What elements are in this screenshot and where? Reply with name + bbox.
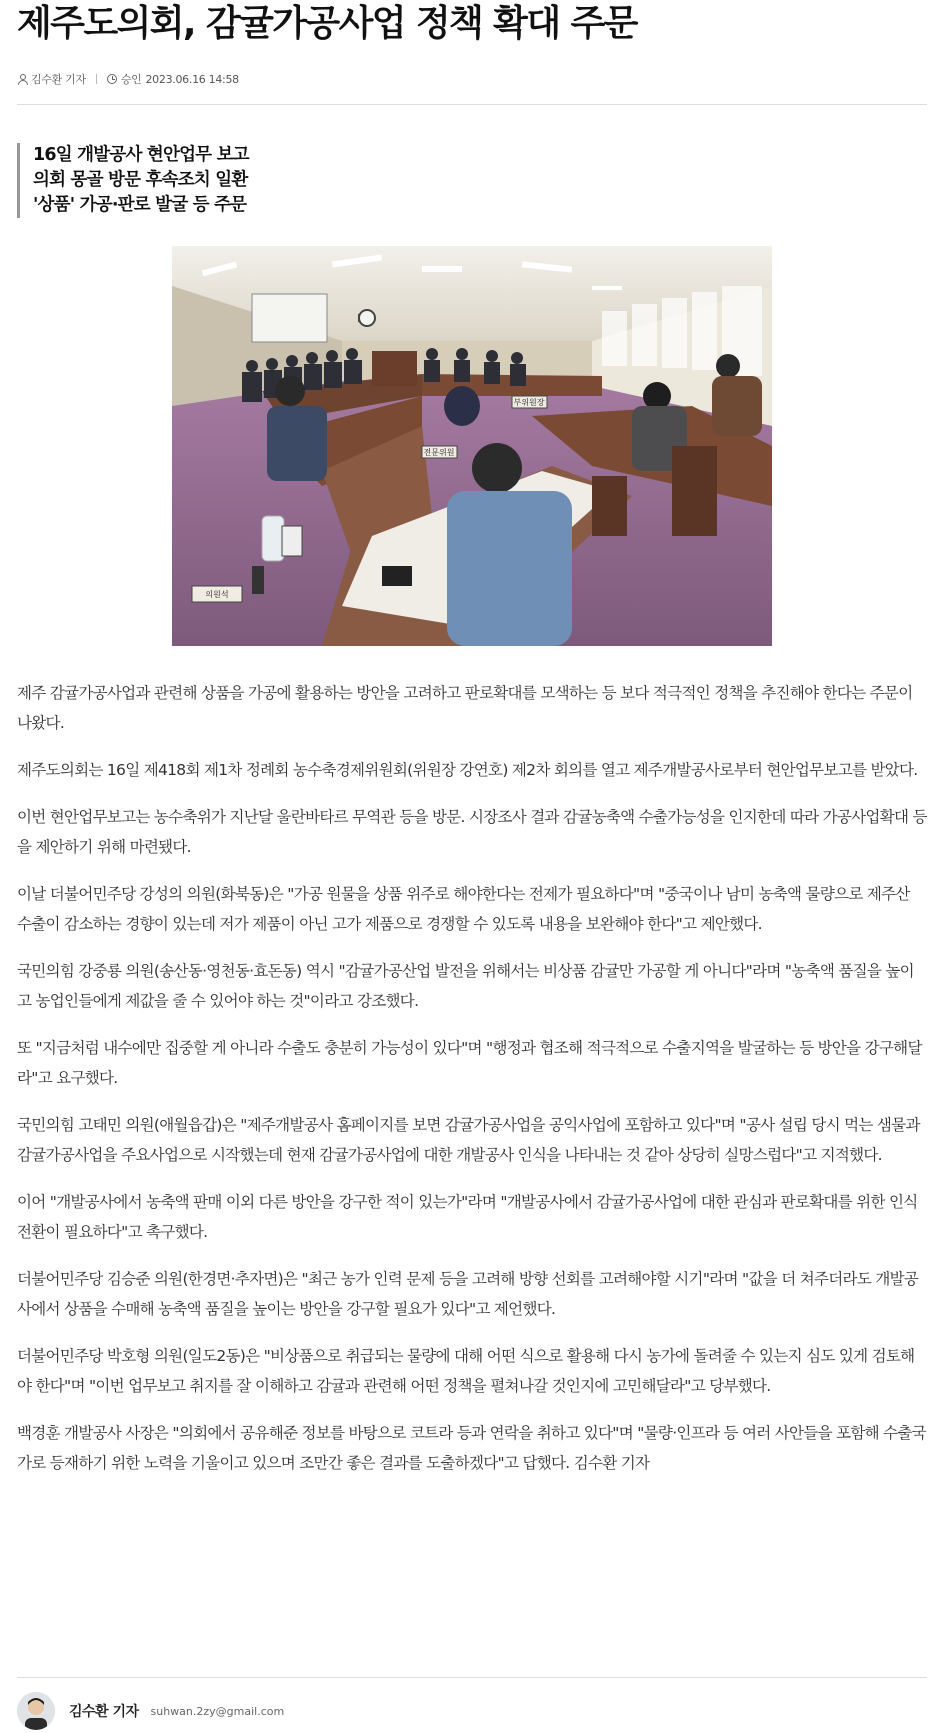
author-email[interactable]: suhwan.2zy@gmail.com — [150, 1704, 285, 1718]
avatar[interactable] — [17, 1692, 55, 1730]
person-icon — [17, 74, 27, 84]
byline-divider — [96, 74, 97, 84]
approved-label: 승인 — [120, 73, 142, 86]
summary-line: 의회 몽골 방문 후속조치 일환 — [33, 170, 248, 190]
header-divider — [17, 104, 927, 105]
body-paragraph: 백경훈 개발공사 사장은 "의회에서 공유해준 정보를 바탕으로 코트라 등과 연락을 취하고 있다"며 "물량·인프라 등 여러 사안들을 포함해 수출국가로 등재하기 위한 노력을 기울이고 있으며 조만간 좋은 결과를 도출하겠다"고 답했다. 김수환 기자 — [17, 1424, 926, 1472]
approved-time: 2023.06.16 14:58 — [145, 72, 239, 86]
nameplate-text: 의원석 — [205, 590, 229, 599]
article-body — [17, 678, 927, 1478]
author-name[interactable]: 김수환 기자 — [69, 1704, 139, 1720]
summary-line: '상품' 가공·판로 발굴 등 주문 — [33, 195, 247, 215]
article-title: 제주도의회, 감귤가공사업 정책 확대 주문 — [17, 3, 637, 44]
body-paragraph: 이번 현안업무보고는 농수축위가 지난달 울란바타르 무역관 등을 방문. 시장조사 결과 감귤농축액 수출가능성을 인지한데 따라 가공사업확대 등을 제안하기 위해 마련됐다. — [17, 808, 927, 856]
reporter-avatar-icon — [17, 1692, 55, 1730]
clock-icon — [107, 74, 117, 84]
body-paragraph: 이어 "개발공사에서 농축액 판매 이외 다른 방안을 강구한 적이 있는가"라며 "개발공사에서 감귤가공사업에 대한 관심과 판로확대를 위한 인식전환이 필요하다"고 촉구했다. — [17, 1193, 918, 1241]
body-paragraph: 제주 감귤가공사업과 관련해 상품을 가공에 활용하는 방안을 고려하고 판로확대를 모색하는 등 보다 적극적인 정책을 추진해야 한다는 주문이 나왔다. — [17, 684, 913, 732]
body-paragraph: 국민의힘 강중룡 의원(송산동·영천동·효돈동) 역시 "감귤가공산업 발전을 위해서는 비상품 감귤만 가공할 게 아니다"라며 "농축액 품질을 높이고 농업인들에게 제값을 줄 수 있어야 하는 것"이라고 강조했다. — [17, 962, 914, 1010]
meeting-photo[interactable] — [172, 246, 772, 646]
author-divider — [17, 1677, 927, 1678]
body-paragraph: 국민의힘 고태민 의원(애월읍갑)은 "제주개발공사 홈페이지를 보면 감귤가공사업을 공익사업에 포함하고 있다"며 "공사 설립 당시 먹는 샘물과 감귤가공사업을 주요사업으로 시작했는데 현재 감귤가공사업에 대한 개발공사 인식을 나타내는 것 같아 상당히 실망스럽다"고 지적했다. — [17, 1116, 920, 1164]
body-paragraph: 이날 더불어민주당 강성의 의원(화북동)은 "가공 원물을 상품 위주로 해야한다는 전제가 필요하다"며 "중국이나 남미 농축액 물량으로 제주산 수출이 감소하는 경향이 있는데 저가 제품이 아닌 고가 제품으로 경쟁할 수 있도록 내용을 보완해야 한다"고 제안했다. — [17, 885, 910, 933]
body-paragraph: 더불어민주당 김승준 의원(한경면·추자면)은 "최근 농가 인력 문제 등을 고려해 방향 선회를 고려해야할 시기"라며 "값을 더 쳐주더라도 개발공사에서 상품을 수매해 농축액 품질을 높이는 방안을 강구할 필요가 있다"고 제언했다. — [17, 1270, 919, 1318]
body-paragraph: 더불어민주당 박호형 의원(일도2동)은 "비상품으로 취급되는 물량에 대해 어떤 식으로 활용해 다시 농가에 돌려줄 수 있는지 심도 있게 검토해야 한다"며 "이번 업무보고 취지를 잘 이해하고 감귤과 관련해 어떤 정책을 펼쳐나갈 것인지에 고민해달라"고 당부했다. — [17, 1347, 915, 1395]
article-byline — [17, 64, 927, 94]
nameplate-text: 부위원장 — [513, 398, 545, 407]
body-paragraph: 제주도의회는 16일 제418회 제1차 정례회 농수축경제위원회(위원장 강연호) 제2차 회의를 열고 제주개발공사로부터 현안업무보고를 받았다. — [17, 761, 918, 779]
body-paragraph: 또 "지금처럼 내수에만 집중할 게 아니라 수출도 충분히 가능성이 있다"며 "행정과 협조해 적극적으로 수출지역을 발굴하는 등 방안을 강구해달라"고 요구했다. — [17, 1039, 922, 1087]
nameplate-text: 전문위원 — [423, 448, 455, 457]
article-summary — [17, 143, 927, 218]
meeting-photo-icon — [172, 246, 772, 646]
author-box — [17, 1692, 284, 1730]
summary-line: 16일 개발공사 현안업무 보고 — [33, 145, 249, 165]
reporter-name[interactable]: 김수환 기자 — [31, 73, 86, 86]
